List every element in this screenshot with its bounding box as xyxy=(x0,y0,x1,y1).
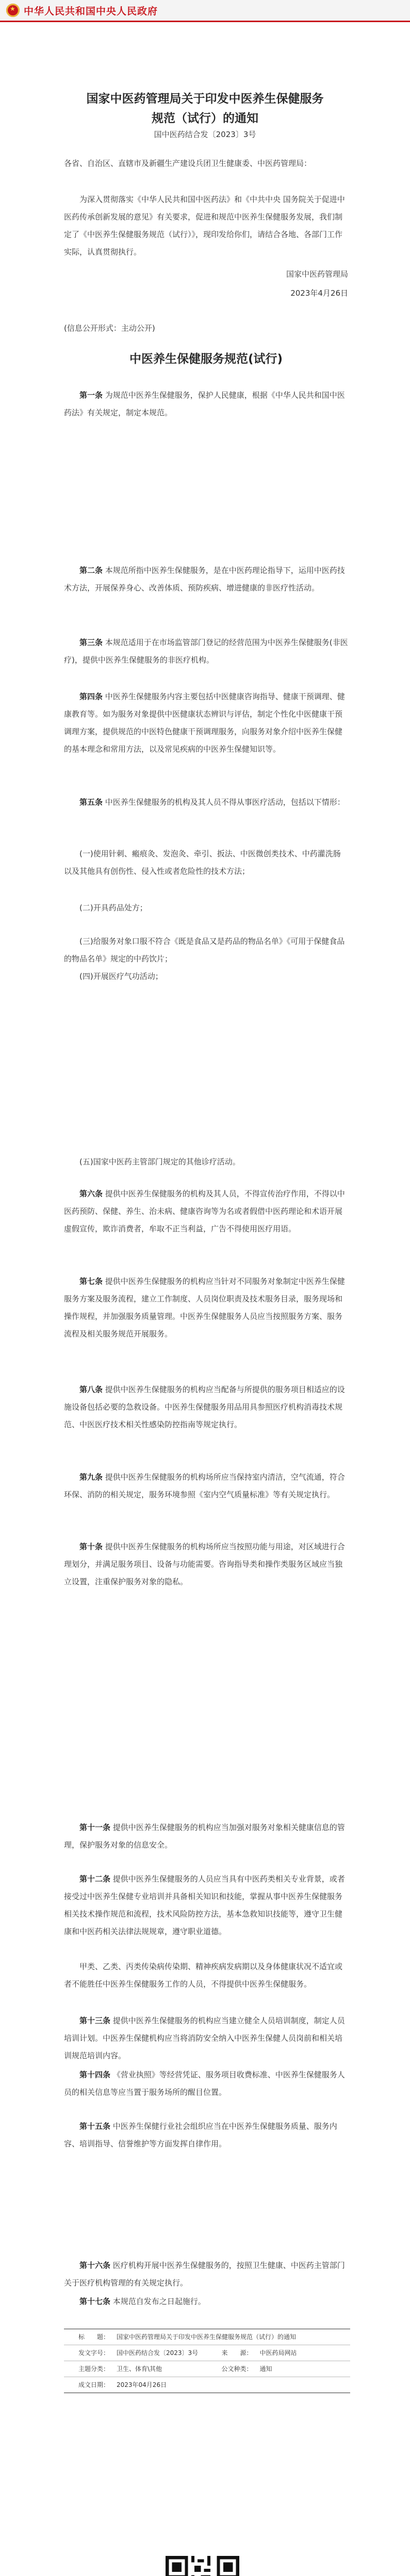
article-text: 中医养生保健服务的机构及其人员不得从事医疗活动，包括以下情形： xyxy=(105,798,345,807)
article-2 xyxy=(64,562,348,597)
qr-code-icon xyxy=(162,2553,242,2576)
article-5 xyxy=(64,793,348,811)
info-label: 主题分类： xyxy=(78,2365,109,2372)
notice-body: 为深入贯彻落实《中华人民共和国中医药法》和《中共中央 国务院关于促进中医药传承创新发展的意见》有关要求，促进和规范中医养生保健服务发展，我们制定了《中医养生保健服务规范（试行）》，现印发给你们，请结合各地、各部门工作实际，认真贯彻执行。 xyxy=(64,195,345,257)
title-line-2: 规范（试行）的通知 xyxy=(152,112,258,125)
article-9 xyxy=(64,1468,348,1503)
article-label: 第十三条 xyxy=(79,2016,111,2025)
issue-date: 2023年4月26日 xyxy=(290,289,348,298)
site-header xyxy=(0,0,410,22)
article-label: 第三条 xyxy=(79,638,103,647)
article-6 xyxy=(64,1185,348,1238)
article-16 xyxy=(64,2257,348,2292)
info-value: 通知 xyxy=(259,2365,272,2372)
article-3 xyxy=(64,634,348,669)
article-17 xyxy=(64,2293,348,2310)
info-label: 标 题： xyxy=(78,2333,109,2341)
article-label: 第十条 xyxy=(79,1542,103,1551)
page-title xyxy=(0,89,410,128)
site-name[interactable]: 中华人民共和国中央人民政府 xyxy=(24,5,158,17)
article-5-item-3: (三)给服务对象口服不符合《既是食品又是药品的物品名单》《可用于保健食品的物品名单》规定的中药饮片； xyxy=(64,937,345,963)
article-text: 本规范所指中医养生保健服务，是在中医药理论指导下，运用中医药技术方法，开展保养身心、改善体质、预防疾病、增进健康的非医疗性活动。 xyxy=(64,566,345,592)
article-label: 第十一条 xyxy=(79,1823,111,1832)
article-15 xyxy=(64,2117,348,2153)
info-value: 2023年04月26日 xyxy=(117,2381,167,2388)
info-row-category xyxy=(64,2361,350,2377)
article-text: 医疗机构开展中医养生保健服务的，按照卫生健康、中医药主管部门关于医疗机构管理的有关规定执行。 xyxy=(64,2261,345,2287)
article-text: 本规范适用于在市场监管部门登记的经营范围为中医养生保健服务(非医疗)，提供中医养生保健服务的非医疗机构。 xyxy=(64,638,348,665)
article-text: 提供中医养生保健服务的人员应当具有中医药类相关专业背景，或者接受过中医养生保健专业培训并具备相关知识和技能，掌握从事中医养生保健服务相关技术操作规范和流程，技术风险防控方法，基本急救知识技能等，遵守卫生健康和中医药相关法律法规规章，遵守职业道德。 xyxy=(64,1874,345,1936)
info-label: 发文字号： xyxy=(78,2349,109,2357)
qr-code-graphic xyxy=(162,2553,242,2576)
article-text: 中医养生保健服务内容主要包括中医健康咨询指导、健康干预调理、健康教育等。如为服务对象提供中医健康状态辨识与评估，制定个性化中医健康干预调理方案，提供规范的中医特色健康干预调理服务，向服务对象介绍中医养生保健的基本理念和常用方法，以及常见疾病的中医养生保健知识等。 xyxy=(64,692,345,754)
article-label: 第十四条 xyxy=(79,2070,111,2079)
article-text: 提供中医养生保健服务的机构应当配备与所提供的服务项目相适应的设施设备包括必要的急救设备。中医养生保健服务用品用具参照医疗机构消毒技术规范、中医医疗技术相关性感染防控指南等规定执行。 xyxy=(64,1385,345,1429)
article-label: 第一条 xyxy=(79,391,103,400)
national-emblem-icon xyxy=(6,4,20,17)
article-label: 第十二条 xyxy=(79,1874,111,1884)
article-10 xyxy=(64,1538,348,1590)
document-number: 国中医药结合发〔2023〕3号 xyxy=(154,130,256,139)
article-label: 第二条 xyxy=(79,566,103,575)
info-value: 卫生、体育\其他 xyxy=(117,2365,162,2372)
article-label: 第十六条 xyxy=(79,2261,111,2270)
article-label: 第六条 xyxy=(79,1189,103,1198)
article-label: 第九条 xyxy=(79,1472,103,1482)
info-label: 来 源： xyxy=(221,2349,253,2357)
article-text: 提供中医养生保健服务的机构应当针对不同服务对象制定中医养生保健服务方案及服务流程，建立工作制度、人员岗位职责及技术服务目录，服务现场和操作规程，并加强服务质量管理。中医养生保健服务人员应当按照服务方案、服务流程及相关服务规范开展服务。 xyxy=(64,1277,345,1338)
article-12 xyxy=(64,1870,348,1940)
article-label: 第四条 xyxy=(79,692,103,701)
article-5-item-1: (一)使用针刺、瘢痕灸、发泡灸、牵引、扳法、中医微创类技术、中药灌洗肠以及其他具有创伤性、侵入性或者危险性的技术方法； xyxy=(64,849,341,876)
article-14 xyxy=(64,2066,348,2101)
article-text: 提供中医养生保健服务的机构应当建立健全人员培训制度，制定人员培训计划。中医养生保健机构应当将消防安全纳入中医养生保健人员岗前和相关培训规范培训内容。 xyxy=(64,2016,345,2060)
article-11 xyxy=(64,1819,348,1854)
article-4 xyxy=(64,688,348,758)
article-5-item-4: (四)开展医疗气功活动； xyxy=(79,972,163,981)
article-text: 中医养生保健行业社会组织应当在中医养生保健服务质量、服务内容、培训指导、信誉维护等方面发挥自律作用。 xyxy=(64,2122,337,2148)
article-text: 提供中医养生保健服务的机构应当加强对服务对象相关健康信息的管理，保护服务对象的信息安全。 xyxy=(64,1823,345,1850)
article-label: 第五条 xyxy=(79,798,103,807)
issuer: 国家中医药管理局 xyxy=(286,269,348,279)
info-label: 成文日期： xyxy=(78,2381,109,2388)
title-line-1: 国家中医药管理局关于印发中医养生保健服务 xyxy=(86,92,324,106)
info-label: 公文种类： xyxy=(221,2365,253,2372)
article-8 xyxy=(64,1381,348,1433)
article-12-b: 甲类、乙类、丙类传染病传染期、精神疾病发病期以及身体健康状况不适宜或者不能胜任中医养生保健服务工作的人员，不得提供中医养生保健服务。 xyxy=(64,1962,343,1989)
recipients: 各省、自治区、直辖市及新疆生产建设兵团卫生健康委、中医药管理局： xyxy=(64,159,312,168)
article-text: 《营业执照》等经营凭证、服务项目收费标准、中医养生保健服务人员的相关信息等应当置于服务场所的醒目位置。 xyxy=(64,2070,345,2097)
info-value: 中医药局网站 xyxy=(259,2349,297,2357)
article-label: 第十五条 xyxy=(79,2122,111,2131)
document-info-table xyxy=(64,2329,350,2393)
article-label: 第十七条 xyxy=(79,2297,111,2306)
article-label: 第七条 xyxy=(79,1277,103,1286)
article-1 xyxy=(64,386,348,421)
info-value: 国中医药结合发〔2023〕3号 xyxy=(117,2349,199,2357)
attachment-heading: 中医养生保健服务规范(试行) xyxy=(129,352,283,366)
article-label: 第八条 xyxy=(79,1385,103,1394)
article-5-item-2: (二)开具药品处方； xyxy=(79,903,147,912)
article-text: 本规范自发布之日起施行。 xyxy=(112,2297,206,2306)
info-value: 国家中医药管理局关于印发中医养生保健服务规范（试行）的通知 xyxy=(117,2333,297,2341)
article-text: 为规范中医养生保健服务，保护人民健康，根据《中华人民共和国中医药法》有关规定，制定本规范。 xyxy=(64,391,345,417)
article-13 xyxy=(64,2012,348,2064)
disclosure-form: (信息公开形式：主动公开) xyxy=(64,324,155,333)
article-5-item-5: (五)国家中医药主管部门规定的其他诊疗活动。 xyxy=(79,1157,240,1166)
article-7 xyxy=(64,1273,348,1343)
article-text: 提供中医养生保健服务的机构及其人员，不得宣传治疗作用，不得以中医药预防、保健、养生、治未病、健康咨询等为名或者假借中医药理论和术语开展虚假宣传，欺诈消费者，牟取不正当利益，广告不得使用医疗用语。 xyxy=(64,1189,345,1233)
info-row-docno xyxy=(64,2345,350,2361)
article-text: 提供中医养生保健服务的机构场所应当保持室内清洁，空气流通，符合环保、消防的相关规定，服务环境参照《室内空气质量标准》等有关规定执行。 xyxy=(64,1472,345,1499)
info-row-title xyxy=(64,2329,350,2345)
article-text: 提供中医养生保健服务的机构场所应当按照功能与用途，对区域进行合理划分，并满足服务项目、设备与功能需要。咨询指导类和操作类服务区域应当独立设置，注重保护服务对象的隐私。 xyxy=(64,1542,345,1586)
info-row-date xyxy=(64,2377,350,2393)
